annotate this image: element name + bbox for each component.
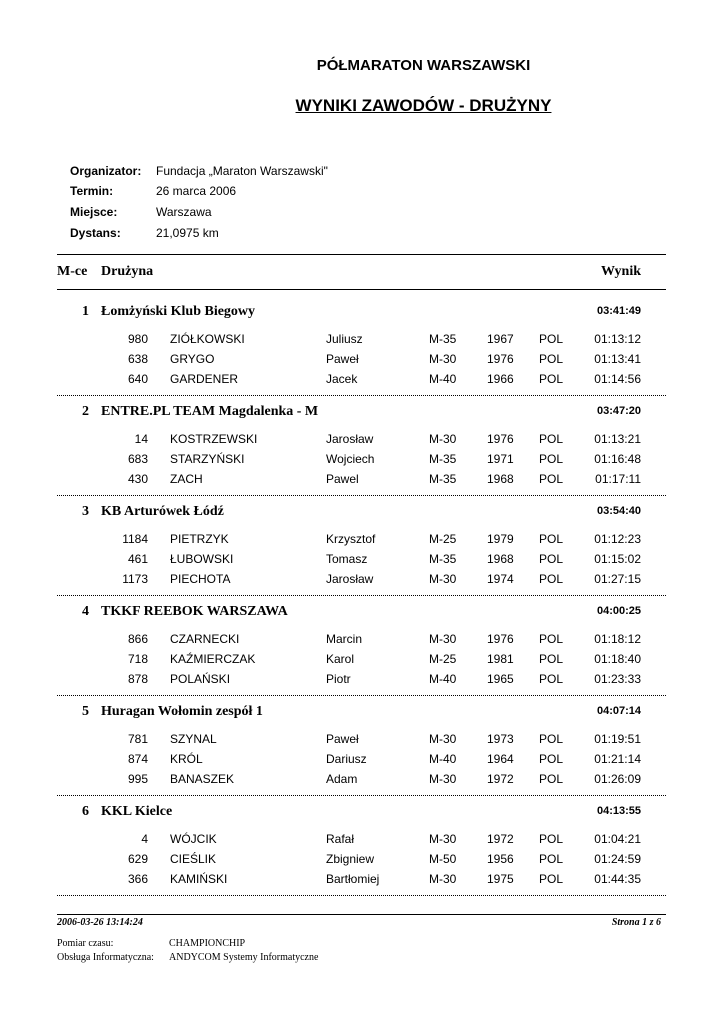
member-last-name: CIEŚLIK: [170, 852, 217, 866]
member-birth-year: 1974: [487, 572, 514, 586]
member-category: M-40: [429, 672, 457, 686]
member-category: M-35: [429, 452, 457, 466]
member-time: 01:44:35: [594, 872, 641, 886]
member-birth-year: 1966: [487, 372, 514, 386]
member-nationality: POL: [539, 652, 564, 666]
member-last-name: KAMIŃSKI: [170, 872, 228, 886]
team-separator: [57, 695, 666, 696]
member-birth-year: 1967: [487, 332, 514, 346]
team-name: KKL Kielce: [101, 804, 173, 819]
member-last-name: KAŹMIERCZAK: [170, 652, 256, 666]
member-last-name: GRYGO: [170, 352, 215, 366]
member-bib: 718: [127, 652, 148, 666]
member-bib: 878: [127, 672, 148, 686]
member-first-name: Dariusz: [326, 752, 367, 766]
member-first-name: Pawel: [326, 472, 359, 486]
info-label: Organizator:: [70, 164, 142, 178]
footer-it-value: ANDYCOM Systemy Informatyczne: [169, 952, 319, 963]
team-time: 04:07:14: [596, 705, 641, 717]
member-time: 01:13:41: [594, 352, 641, 366]
member-category: M-40: [429, 372, 457, 386]
member-first-name: Rafał: [326, 832, 355, 846]
member-last-name: GARDENER: [170, 372, 239, 386]
member-nationality: POL: [539, 352, 564, 366]
member-bib: 640: [127, 372, 148, 386]
member-category: M-35: [429, 472, 457, 486]
member-category: M-35: [429, 552, 457, 566]
member-bib: 980: [127, 332, 148, 346]
member-first-name: Paweł: [326, 352, 359, 366]
member-time: 01:21:14: [594, 752, 641, 766]
member-time: 01:13:12: [594, 332, 641, 346]
member-category: M-30: [429, 572, 457, 586]
member-first-name: Jarosław: [326, 432, 374, 446]
member-time: 01:04:21: [594, 832, 641, 846]
team-time: 04:13:55: [596, 805, 641, 817]
member-time: 01:23:33: [594, 672, 641, 686]
member-category: M-30: [429, 832, 457, 846]
info-label: Dystans:: [70, 226, 121, 240]
member-last-name: BANASZEK: [170, 772, 235, 786]
member-nationality: POL: [539, 772, 564, 786]
member-last-name: STARZYŃSKI: [170, 452, 245, 466]
member-birth-year: 1971: [487, 452, 514, 466]
team-separator: [57, 895, 666, 896]
member-bib: 366: [127, 872, 148, 886]
member-birth-year: 1972: [487, 832, 514, 846]
member-bib: 4: [141, 832, 148, 846]
member-category: M-30: [429, 432, 457, 446]
member-first-name: Wojciech: [326, 452, 375, 466]
member-bib: 430: [127, 472, 148, 486]
member-time: 01:24:59: [594, 852, 641, 866]
member-birth-year: 1968: [487, 472, 514, 486]
team-name: TKKF REEBOK WARSZAWA: [101, 604, 288, 619]
member-nationality: POL: [539, 372, 564, 386]
member-bib: 874: [127, 752, 148, 766]
member-last-name: SZYNAL: [170, 732, 217, 746]
member-last-name: PIECHOTA: [170, 572, 231, 586]
team-separator: [57, 395, 666, 396]
info-label: Miejsce:: [70, 205, 118, 219]
info-value: 21,0975 km: [156, 226, 219, 240]
member-first-name: Bartłomiej: [326, 872, 380, 886]
footer-page-number: Strona 1 z 6: [611, 917, 661, 928]
team-time: 03:47:20: [596, 405, 641, 417]
info-value: 26 marca 2006: [156, 184, 237, 198]
member-bib: 14: [134, 432, 148, 446]
team-rank: 2: [82, 404, 89, 419]
member-birth-year: 1964: [487, 752, 514, 766]
team-rank: 4: [82, 604, 89, 619]
member-bib: 629: [127, 852, 148, 866]
member-time: 01:19:51: [594, 732, 641, 746]
member-last-name: KRÓL: [170, 752, 203, 766]
member-nationality: POL: [539, 672, 564, 686]
member-category: M-30: [429, 732, 457, 746]
header-top-rule: [57, 254, 666, 255]
member-nationality: POL: [539, 852, 564, 866]
member-birth-year: 1968: [487, 552, 514, 566]
member-first-name: Adam: [326, 772, 358, 786]
member-nationality: POL: [539, 452, 564, 466]
member-bib: 638: [127, 352, 148, 366]
member-category: M-25: [429, 652, 457, 666]
footer-datetime: 2006-03-26 13:14:24: [57, 917, 143, 928]
member-category: M-50: [429, 852, 457, 866]
page-subtitle: [0, 96, 724, 116]
member-nationality: POL: [539, 732, 564, 746]
team-rank: 6: [82, 804, 89, 819]
member-first-name: Marcin: [326, 632, 363, 646]
team-time: 03:41:49: [596, 305, 641, 317]
footer-rule: [57, 914, 666, 915]
member-category: M-30: [429, 772, 457, 786]
member-first-name: Tomasz: [326, 552, 368, 566]
team-name: Huragan Wołomin zespół 1: [101, 704, 263, 719]
member-time: 01:17:11: [595, 472, 641, 486]
team-time: 04:00:25: [596, 605, 641, 617]
member-nationality: POL: [539, 332, 564, 346]
member-category: M-35: [429, 332, 457, 346]
member-first-name: Paweł: [326, 732, 359, 746]
member-birth-year: 1972: [487, 772, 514, 786]
member-bib: 683: [127, 452, 148, 466]
member-nationality: POL: [539, 832, 564, 846]
member-birth-year: 1976: [487, 352, 514, 366]
team-separator: [57, 495, 666, 496]
info-label: Termin:: [70, 184, 114, 198]
header-bottom-rule: [57, 289, 666, 290]
team-rank: 3: [82, 504, 89, 519]
member-last-name: POLAŃSKI: [170, 672, 231, 686]
member-bib: 461: [127, 552, 148, 566]
member-time: 01:26:09: [594, 772, 641, 786]
member-category: M-40: [429, 752, 457, 766]
team-rank: 1: [82, 304, 89, 319]
member-last-name: ZIÓŁKOWSKI: [170, 332, 245, 346]
member-time: 01:14:56: [594, 372, 641, 386]
team-name: Łomżyński Klub Biegowy: [101, 304, 256, 319]
member-birth-year: 1981: [487, 652, 514, 666]
member-nationality: POL: [539, 632, 564, 646]
member-first-name: Jarosław: [326, 572, 374, 586]
member-birth-year: 1975: [487, 872, 514, 886]
member-birth-year: 1956: [487, 852, 514, 866]
member-category: M-30: [429, 352, 457, 366]
member-birth-year: 1979: [487, 532, 514, 546]
member-last-name: KOSTRZEWSKI: [170, 432, 258, 446]
member-first-name: Krzysztof: [326, 532, 376, 546]
member-time: 01:27:15: [594, 572, 641, 586]
column-header-rank: M-ce: [57, 264, 88, 279]
member-category: M-25: [429, 532, 457, 546]
member-first-name: Jacek: [326, 372, 358, 386]
member-birth-year: 1976: [487, 632, 514, 646]
team-separator: [57, 795, 666, 796]
member-time: 01:18:12: [594, 632, 641, 646]
member-time: 01:12:23: [594, 532, 641, 546]
member-nationality: POL: [539, 532, 564, 546]
member-last-name: WÓJCIK: [170, 832, 217, 846]
member-time: 01:18:40: [594, 652, 641, 666]
member-bib: 995: [127, 772, 148, 786]
member-nationality: POL: [539, 472, 564, 486]
info-value: Warszawa: [156, 205, 212, 219]
member-nationality: POL: [539, 552, 564, 566]
member-birth-year: 1965: [487, 672, 514, 686]
member-first-name: Juliusz: [326, 332, 363, 346]
member-nationality: POL: [539, 872, 564, 886]
team-rank: 5: [82, 704, 89, 719]
team-name: KB Arturówek Łódź: [101, 504, 224, 519]
team-separator: [57, 595, 666, 596]
member-first-name: Karol: [326, 652, 355, 666]
footer-timing-label: Pomiar czasu:: [57, 938, 114, 949]
member-bib: 1184: [122, 532, 148, 546]
footer-it-label: Obsługa Informatyczna:: [57, 952, 154, 963]
member-first-name: Piotr: [326, 672, 351, 686]
member-nationality: POL: [539, 572, 564, 586]
team-name: ENTRE.PL TEAM Magdalenka - M: [101, 404, 319, 419]
column-header-team: Drużyna: [101, 264, 154, 279]
member-bib: 866: [127, 632, 148, 646]
info-value: Fundacja „Maraton Warszawski": [156, 164, 328, 178]
member-last-name: PIETRZYK: [170, 532, 229, 546]
team-time: 03:54:40: [596, 505, 641, 517]
page-subtitle-text: WYNIKI ZAWODÓW - DRUŻYNY: [295, 96, 552, 115]
member-birth-year: 1976: [487, 432, 514, 446]
member-last-name: ZACH: [170, 472, 203, 486]
member-bib: 1173: [122, 572, 148, 586]
member-time: 01:16:48: [594, 452, 641, 466]
member-last-name: CZARNECKI: [170, 632, 240, 646]
member-category: M-30: [429, 632, 457, 646]
member-first-name: Zbigniew: [326, 852, 375, 866]
footer-timing-value: CHAMPIONCHIP: [169, 938, 246, 949]
member-last-name: ŁUBOWSKI: [170, 552, 234, 566]
member-time: 01:15:02: [594, 552, 641, 566]
member-bib: 781: [127, 732, 148, 746]
member-birth-year: 1973: [487, 732, 514, 746]
member-nationality: POL: [539, 432, 564, 446]
member-nationality: POL: [539, 752, 564, 766]
page-title: PÓŁMARATON WARSZAWSKI: [316, 57, 531, 74]
column-header-result: Wynik: [601, 264, 641, 279]
member-time: 01:13:21: [594, 432, 641, 446]
member-category: M-30: [429, 872, 457, 886]
